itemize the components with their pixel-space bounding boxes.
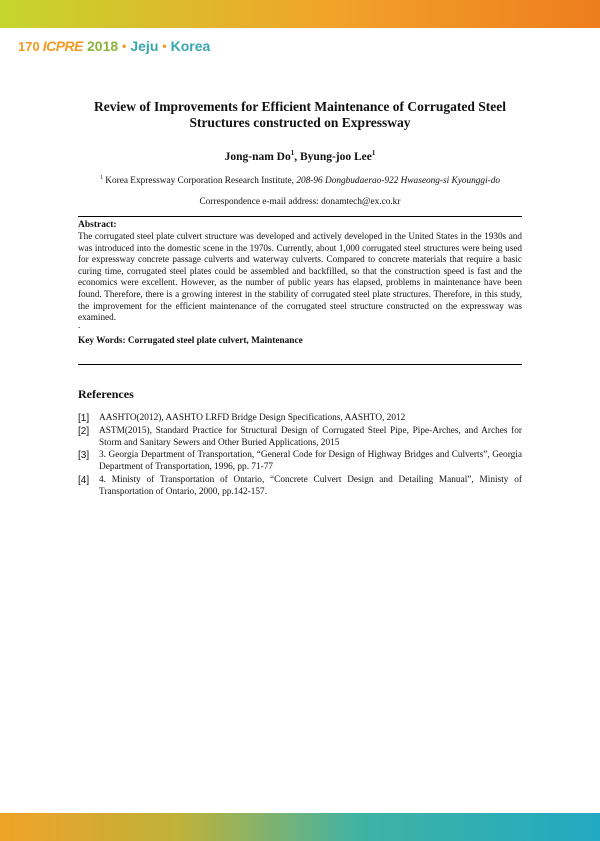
abstract-top-rule	[78, 216, 522, 217]
footer-color-band	[0, 813, 600, 841]
reference-text: 4. Ministy of Transportation of Ontario, “Concrete Culvert Design and Detailing Manual”, Ministy of Transportation of Ontario, 2000, pp.142-157.	[99, 474, 522, 497]
abstract-bottom-rule	[78, 364, 522, 365]
logo-city: Jeju	[130, 38, 159, 54]
reference-number: [1]	[78, 413, 90, 424]
header-color-band	[0, 0, 600, 28]
author-1-name: Jong-nam Do	[224, 150, 291, 163]
reference-number: [3]	[78, 450, 90, 462]
logo-separator-1: •	[122, 39, 127, 53]
reference-item	[78, 426, 522, 450]
reference-item	[78, 450, 522, 474]
author-2-affiliation-mark: 1	[371, 149, 376, 157]
affiliation-mark: 1	[99, 175, 103, 181]
logo-number: 170	[18, 38, 40, 54]
paper-title: Review of Improvements for Efficient Maintenance of Corrugated Steel Structures constructed on Expressway	[94, 99, 506, 130]
correspondence-email: Correspondence e-mail address: donamtech@ex.co.kr	[199, 197, 401, 207]
conference-logo	[18, 37, 210, 55]
logo-year: 2018	[87, 38, 119, 54]
author-1-affiliation-mark: 1	[290, 149, 295, 157]
keywords: Key Words: Corrugated steel plate culvert, Maintenance	[78, 336, 303, 346]
author-separator: ,	[294, 150, 300, 163]
reference-number: [2]	[78, 425, 90, 437]
reference-item	[78, 413, 522, 425]
logo-org: ICPRE	[42, 38, 83, 54]
author-2-name: Byung-joo Lee	[300, 150, 372, 163]
reference-number: [4]	[78, 474, 90, 486]
reference-text: AASHTO(2012), AASHTO LRFD Bridge Design Specifications, AASHTO, 2012	[99, 413, 406, 423]
logo-separator-2: •	[162, 39, 167, 53]
abstract-heading: Abstract:	[78, 220, 117, 230]
reference-text: 3. Georgia Department of Transportation, “General Code for Design of Highway Bridges and Culverts”, Georgia Department of Transportation, 1996, pp. 71-77	[99, 450, 522, 473]
affiliation	[78, 175, 522, 186]
logo-country: Korea	[170, 38, 211, 54]
references-heading: References	[78, 387, 134, 401]
author-line	[78, 149, 522, 163]
abstract-body: The corrugated steel plate culvert structure was developed and actively developed in the United States in the 1930s and was introduced into the domestic scene in the 1970s. Currently, about 1,000 corrugated steel structures were being used for expressway concrete passage culverts and waterway culverts. Compared to concrete materials that require a basic curing time, corrugated steel plates could be assembled and backfilled, so that the construction speed is fast and the economics were excellent. However, as the number of public years has elapsed, problems in maintenance have been found. Therefore, there is a growing interest in the stability of corrugated steel plate structures. Therefore, in this study, the improvement for the efficient maintenance of the corrugated steel structure constructed on the expressway was examined.	[78, 231, 522, 323]
abstract-trailing-mark: .	[78, 320, 81, 330]
affiliation-address: 208-96 Dongbudaerao-922 Hwaseong-si Kyounggi-do	[296, 176, 501, 187]
affiliation-organization: Korea Expressway Corporation Research Institute,	[105, 176, 297, 187]
reference-text: ASTM(2015), Standard Practice for Structural Design of Corrugated Steel Pipe, Pipe-Arches, and Arches for Storm and Sanitary Sewers and Other Buried Applications, 2015	[99, 425, 522, 448]
references-list	[78, 413, 522, 500]
reference-item	[78, 475, 522, 499]
